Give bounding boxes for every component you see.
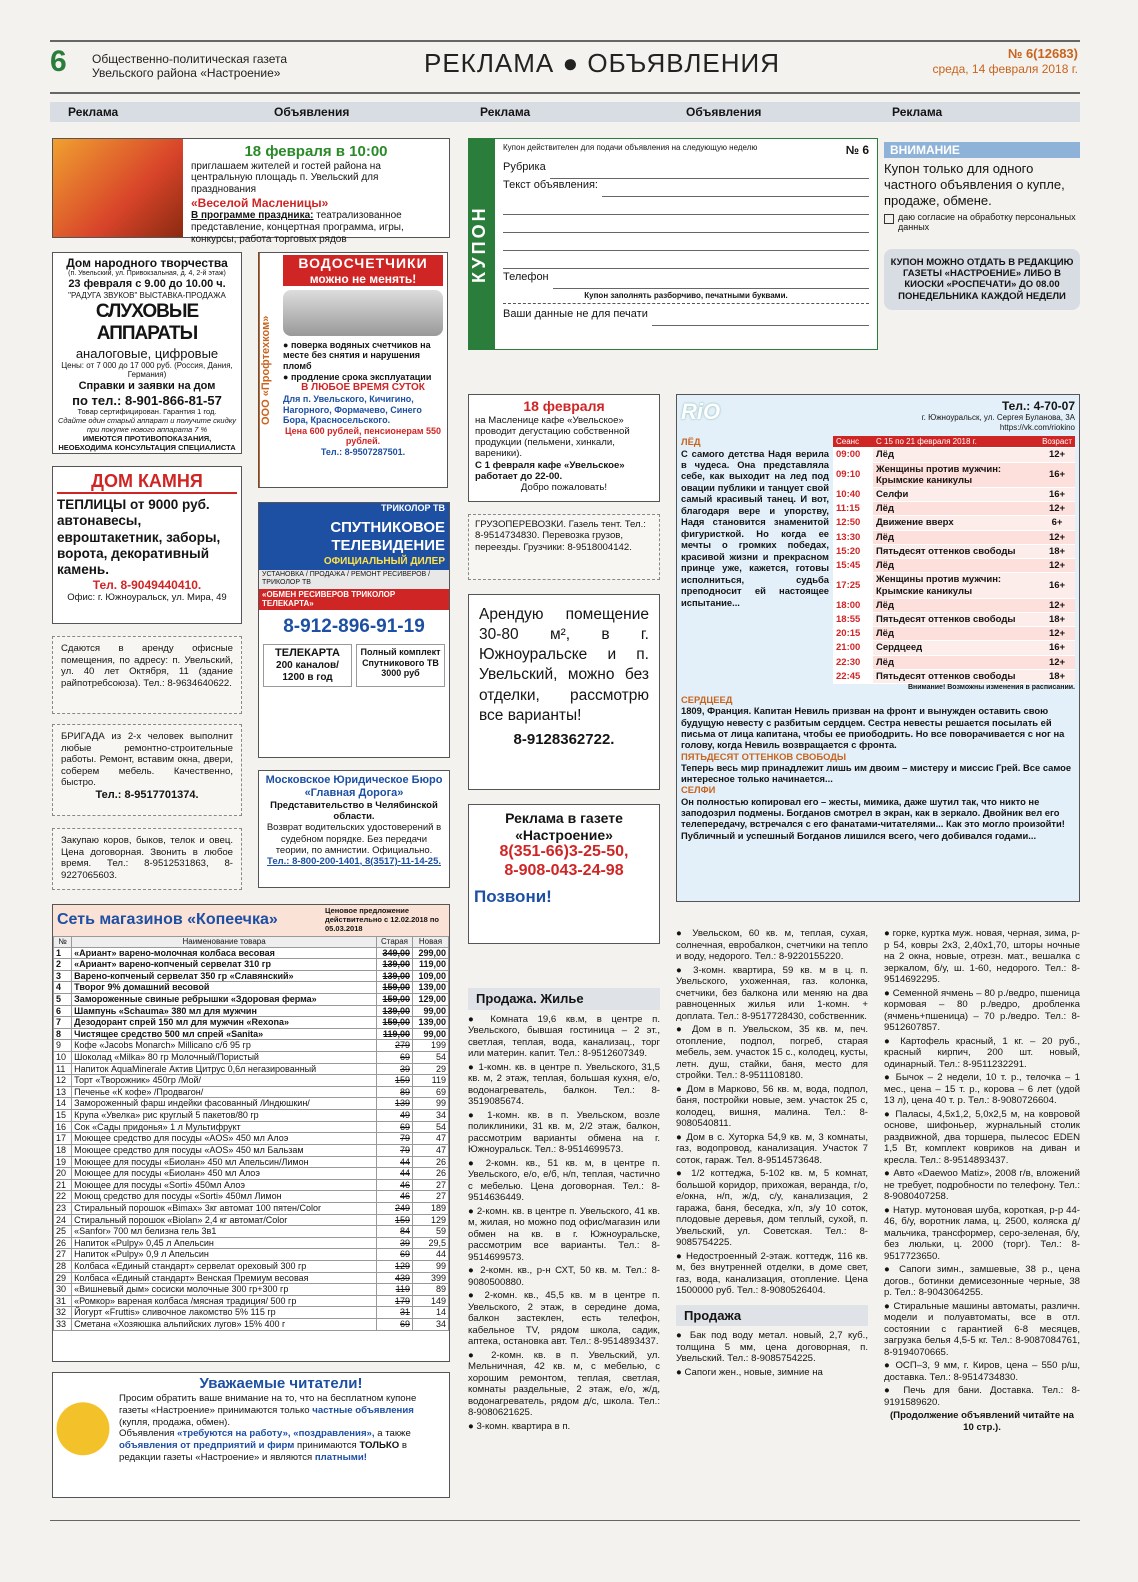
price-row (54, 1005, 449, 1017)
price-row (54, 1272, 449, 1284)
product-name: Моющее для посуды «Биолан» 450 мл Алоэ (72, 1168, 377, 1180)
row-number: 15 (54, 1110, 72, 1122)
row-number: 1 (54, 947, 72, 959)
classified-ad: ● Паласы, 4,5х1,2, 5,0х2,5 м, на ковровой основе, шифоньер, журнальный столик раздвижной, два торшера, пылесос EDEN 1,5 Вт, комплект ковриков на диван и кресла. Тел.: 8-9514893437. (884, 1108, 1080, 1166)
product-name: Стиральный порошок «Biolan» 2,4 кг автомат/Color (72, 1214, 377, 1226)
new-price: 34 (413, 1319, 449, 1331)
new-price: 189 (413, 1202, 449, 1214)
old-price: 69 (377, 1052, 413, 1064)
product-name: Колбаса «Единый стандарт» Венская Премиум весовая (72, 1272, 377, 1284)
price-row (54, 970, 449, 982)
row-number: 19 (54, 1156, 72, 1168)
new-price: 199 (413, 1040, 449, 1052)
price-row (54, 1028, 449, 1040)
row-number: 24 (54, 1214, 72, 1226)
schedule-row (833, 488, 1075, 502)
ad-text-line[interactable] (503, 233, 869, 251)
new-price: 14 (413, 1307, 449, 1319)
old-price: 39 (377, 1237, 413, 1249)
price-row (54, 1086, 449, 1098)
old-price: 129 (377, 1260, 413, 1272)
age-rating: 12+ (1039, 627, 1075, 641)
ad-text-line[interactable] (503, 215, 869, 233)
coupon-attention: ВНИМАНИЕ Купон только для одного частного объявления о купле, продаже, обмене. даю согласие на обработку персональных данных КУПОН МОЖНО ОТДАТЬ В РЕДАКЦИЮ ГАЗЕТЫ «НАСТРОЕНИЕ» ЛИБО В КИОСКИ «РОСПЕЧАТИ» ДО 08.00 ПОНЕДЕЛЬНИКА КАЖДОЙ НЕДЕЛИ (884, 142, 1080, 352)
new-price: 99 (413, 1260, 449, 1272)
classified-ad: ● Картофель красный, 1 кг. – 20 руб., красный кирпич, 200 шт. новый, одинарный. Тел.: 8-9511232291. (884, 1035, 1080, 1070)
age-rating: 12+ (1039, 502, 1075, 516)
price-row (54, 1110, 449, 1122)
new-price: 54 (413, 1121, 449, 1133)
classified-ad: ● Дом в с. Хуторка 54,9 кв. м, 3 комнаты, газ, водопровод, канализация. Участок 7 соток, гараж. Тел. 8-9514573648. (676, 1131, 868, 1166)
row-number: 33 (54, 1319, 72, 1331)
row-number: 9 (54, 1040, 72, 1052)
age-rating: 12+ (1039, 655, 1075, 669)
new-price: 129,00 (413, 993, 449, 1005)
new-price: 99 (413, 1098, 449, 1110)
product-name: Варено-копченый сервелат 350 гр «Славянский» (72, 970, 377, 982)
maslenitsa-ad: 18 февраля в 10:00 приглашаем жителей и гостей района на центральную площадь п. Увельский для празднования «Веселой Масленицы» В программе праздника: театрализованное представление, концертная программа, игры, конкурсы, работа торговых рядов (52, 138, 450, 238)
product-name: Колбаса «Единый стандарт» сервелат ореховый 300 гр (72, 1260, 377, 1272)
classifieds-col3: ● горке, куртка муж. новая, черная, зима, р-р 54, ковры 2х3, 2,40х1,70, шторы ночные на 2 окна, новые, отрезн. мат., вешалка с зеркалом, б/у, ш. 1-60, недорого. Тел.: 8-9514692295. ● Семенной ячмень – 80 р./ведро, пшеница кормовая – 80 р./ведро, дробленка (ячмень+пшеница) – 70 р./ведро. Тел.: 8-9512607857. ● Картофель красный, 1 кг. – 20 руб., красный кирпич, 200 шт. новый, одинарный. Тел.: 8-9511232291. ● Бычок – 2 недели, 10 т. р., телочка – 1 мес., цена – 15 т. р., корова – 6 лет (удой 13 л), цена 40 т. р. Тел.: 8-9080726604. ● Паласы, 4,5х1,2, 5,0х2,5 м, на ковровой основе, шифоньер, журнальный столик раздвижной, два торшера, пылесос EDEN 1,5 Вт, комплект ковриков на диван и кресла. Тел.: 8-9514893437. ● Авто «Daewoo Matiz», 2008 г/в, вложений не требует, подробности по телефону. Тел.: 8-9080407258. ● Натур. мутоновая шуба, короткая, р-р 44-46, б/у, воротник лама, ц. 2500, коляска д/мальчика, трансформер, серо-зеленая, б/у, без люльки, ц. 2000 (торг). Тел.: 8-9517723650. ● Сапоги зимн., замшевые, 38 р., цена догов., ботинки демисезонные черные, 38 р. Тел.: 8-9043064255. ● Стиральные машины автоматы, различн. модели и полуавтоматы, все в отл. состоянии с гарантией 6-8 месяцев, загрузка белья 4,5-5 кг. Тел.: 8-9087084761, 8-9194070665. ● ОСП–3, 9 мм, г. Киров, цена – 550 р/ш, доставка. Тел.: 8-9514734830. ● Печь для бани. Доставка. Тел.: 8-9191589620. (Продолжение объявлений читайте на 10 стр.). (884, 928, 1080, 1433)
water-meter-image (283, 290, 443, 336)
cargo-ad: ГРУЗОПЕРЕВОЗКИ. Газель тент. Тел.: 8-9514734830. Перевозка грузов, переезды. Грузчики: 8-9518004142. (468, 514, 660, 580)
price-row (54, 1098, 449, 1110)
ad-text-line[interactable] (503, 251, 869, 269)
classified-ad: ● 2-комн. кв., р-н СХТ, 50 кв. м. Тел.: 8-9080500880. (468, 1265, 660, 1288)
show-time: 12:50 (833, 516, 873, 530)
age-rating: 6+ (1039, 516, 1075, 530)
rio-cinema-ad: RiO Тел.: 4-70-07 г. Южноуральск, ул. Сергея Буланова, 3А https://vk.com/riokino ЛЁД С самого детства Надя верила в чудеса. Она представляла себе, как выходит на лед под овации публики и танцует свой самый красивый танец. И вот, благодаря вере и упорству, Надя становится знаменитой фигуристкой. Но когда ее мечты о громких победах, красивой жизни и прекрасном принце уже, кажется, готовы исполниться, судьба преподносит ей настоящее испытание... Сеанс С 15 по 21 февраля 2018 г. Возраст 09:00 Лёд 12+ 09:10 Женщины против мужчин: Крымские каникулы 16+ 10:40 Селфи 16+ 11:15 Лёд 12+ 12:50 Движение вверх 6+ 13:30 Лёд 12+ 15:20 Пятьдесят оттенков свободы 18+ 15:45 Лёд 12+ 17:25 Женщины против мужчин: Крымские каникулы 16+ 18:00 Лёд 12+ 18:55 Пятьдесят оттенков свободы 18+ 20:15 Лёд 12+ 21:00 Сердцеед 16+ 22:30 Лёд 12+ 22:45 Пятьдесят оттенков свободы 18+ Внимание! Возможны изменения в расписании. СЕРДЦЕЕД 1809, Франция. Капитан Невиль призван на фронт и вынужден оставить свою будущую невесту с разбитым сердцем. Сестра невесты решается посылать ей письма от лица капитана, чтобы ее приободрить. Но все поворачивается с ног на голову, когда Невиль возвращается с фронта. ПЯТЬДЕСЯТ ОТТЕНКОВ СВОБОДЫ Теперь весь мир принадлежит лишь им двоим – мистеру и миссис Грей. Все самое интересное только начинается... СЕЛФИ Он полностью копировал его – жесты, мимика, даже шутил так, что никто не заподозрил подмены. Богданов смотрел в экран, как в зеркало. Двойник вел его телепередачу, встречался с его фанатами-читателями... Как это могло произойти! Публичный и успешный Богданов лишился всего, чего добивался годами... (676, 394, 1080, 902)
classified-ad: ● Дом в п. Увельском, 35 кв. м, печ. отопление, подпол, погреб, старая мебель, зем. участок 15 с., колодец, кусты, летн. душ, стайки, баня, место для стройки. Тел.: 8-9511108180. (676, 1024, 869, 1081)
new-price: 29,5 (413, 1237, 449, 1249)
product-name: Напиток AquaMinerale Актив Цитрус 0,6л негазированный (72, 1063, 377, 1075)
new-price: 109,00 (413, 970, 449, 982)
product-name: Шоколад «Milka» 80 гр Молочный/Пористый (72, 1052, 377, 1064)
age-rating: 18+ (1039, 544, 1075, 558)
product-name: «Вишневый дым» сосиски молочные 300 гр+300 гр (72, 1284, 377, 1296)
show-time: 15:45 (833, 559, 873, 573)
product-name: Стиральный порошок «Bimax» 3кг автомат 100 пятен/Color (72, 1202, 377, 1214)
new-price: 26 (413, 1168, 449, 1180)
old-price: 139 (377, 1098, 413, 1110)
schedule-row (833, 462, 1075, 487)
ad-text-field[interactable] (602, 179, 869, 197)
rent-ad: Арендую помещение 30-80 м², в г. Южноуральске и п. Увельский, можно без отделки, рассмотрю все варианты! 8-9128362722. (468, 594, 660, 790)
schedule-row (833, 641, 1075, 655)
movie-title: Лёд (873, 627, 1039, 641)
age-rating: 16+ (1039, 488, 1075, 502)
price-row (54, 1319, 449, 1331)
movie-title: Пятьдесят оттенков свободы (873, 669, 1039, 683)
row-number: 18 (54, 1144, 72, 1156)
new-price: 139,00 (413, 982, 449, 994)
classified-ad: ● 3-комн. квартира в п. (468, 1420, 571, 1432)
product-name: Моющее для посуды «Sorti» 450мл Алоэ (72, 1179, 377, 1191)
section-title: РЕКЛАМА ● ОБЪЯВЛЕНИЯ (424, 48, 780, 78)
classified-ad: ● Бак под воду метал. новый, 2,7 куб., толщина 5 мм, цена договорная, п. Увельский. Тел.: 8-9085754225. (676, 1330, 868, 1365)
classified-ad: ● Сапоги жен., новые, зимние на (676, 1366, 823, 1378)
product-name: Напиток «Pulpy» 0,45 л Апельсин (72, 1237, 377, 1249)
new-price: 99,00 (413, 1005, 449, 1017)
age-rating: 18+ (1039, 669, 1075, 683)
price-row (54, 1226, 449, 1238)
old-price: 69 (377, 1319, 413, 1331)
price-row (54, 1040, 449, 1052)
new-price: 69 (413, 1086, 449, 1098)
product-name: Шампунь «Schauma» 380 мл для мужчин (72, 1005, 377, 1017)
new-price: 139,00 (413, 1017, 449, 1029)
issue-info: № 6(12683) среда, 14 февраля 2018 г. (932, 46, 1078, 77)
movie-title: Лёд (873, 502, 1039, 516)
movie-title: Лёд (873, 655, 1039, 669)
water-meter-ad: ООО «Профтехком» ВОДОСЧЕТЧИКИ можно не менять! ● поверка водяных счетчиков на месте без снятия и нарушения пломб ● продление срока эксплуатации В ЛЮБОЕ ВРЕМЯ СУТОК Для п. Увельского, Кичигино, Нагорного, Формачево, Синего Бора, Красносельского. Цена 600 рублей, пенсионерам 550 рублей. Тел.: 8-9507287501. (258, 252, 448, 488)
price-row (54, 993, 449, 1005)
row-number: 30 (54, 1284, 72, 1296)
schedule-row (833, 598, 1075, 612)
show-time: 17:25 (833, 573, 873, 598)
schedule-row (833, 669, 1075, 683)
product-name: «Ариант» варено-копченый сервелат 310 гр (72, 959, 377, 971)
schedule-row (833, 559, 1075, 573)
product-name: «Sanfor» 700 мл белизна гель 3в1 (72, 1226, 377, 1238)
new-price: 26 (413, 1156, 449, 1168)
schedule-table: Сеанс С 15 по 21 февраля 2018 г. Возраст 09:00 Лёд 12+ 09:10 Женщины против мужчин: Крымские каникулы 16+ 10:40 Селфи 16+ 11:15 Лёд 12+ 12:50 Движение вверх 6+ 13:30 Лёд 12+ 15:20 Пятьдесят оттенков свободы 18+ 15:45 Лёд 12+ 17:25 Женщины против мужчин: Крымские каникулы 16+ 18:00 Лёд 12+ 18:55 Пятьдесят оттенков свободы 18+ 20:15 Лёд 12+ 21:00 Сердцеед 16+ 22:30 Лёд 12+ 22:45 Пятьдесят оттенков свободы 18+ (833, 436, 1075, 684)
classified-ad: ● горке, куртка муж. новая, черная, зима, р-р 54, ковры 2х3, 2,40х1,70, шторы ночные на 2 окна, новые, отрезн. мат., вешалка с зеркалом, б/у, ш. 1-60, недорого. Тел.: 8-9514692295. (884, 928, 1080, 985)
old-price: 84 (377, 1226, 413, 1238)
bottom-rule (50, 1520, 1080, 1521)
classified-ad: ● ОСП–3, 9 мм, г. Киров, цена – 550 р/ш, доставка. Тел.: 8-9514734830. (884, 1360, 1080, 1383)
row-number: 17 (54, 1133, 72, 1145)
movie-title: Селфи (873, 488, 1039, 502)
new-price: 27 (413, 1179, 449, 1191)
new-price: 89 (413, 1284, 449, 1296)
new-price: 129 (413, 1214, 449, 1226)
paper-name: Общественно-политическая газета Увельского района «Настроение» (92, 52, 288, 81)
movie-title: Лёд (873, 559, 1039, 573)
old-price: 179 (377, 1295, 413, 1307)
classified-ad: ● 2-комн. кв., 51 кв. м, в центре п. Увельского, е/о, е/б, н/п, теплая, частично с мебелью. Цена договорная. Тел.: 8-9514636449. (468, 1157, 660, 1204)
new-price: 54 (413, 1052, 449, 1064)
age-rating: 16+ (1039, 641, 1075, 655)
price-row (54, 1075, 449, 1087)
row-number: 22 (54, 1191, 72, 1203)
classified-ad: ● 1/2 коттеджа, 5-102 кв. м, 5 комнат, большой коридор, прихожая, веранда, г/о, е/окна, н/п, ж/д, с/у, канализация, 2 гаража, баня, беседка, х/п, з/у 10 соток, плодовые деревья, дом теплый, сухой, п. Увельский, ул. Советская. Тел.: 8-9085754225. (676, 1168, 868, 1248)
old-price: 159 (377, 1214, 413, 1226)
price-row (54, 1063, 449, 1075)
price-row (54, 1237, 449, 1249)
movie-title: Лёд (873, 598, 1039, 612)
old-price: 119 (377, 1284, 413, 1296)
classified-ad: ● Стиральные машины автоматы, различн. модели и полуавтоматы, все в отл. состоянии с гарантией 6-8 месяцев, загрузка белья 4,5-5 кг. Тел.: 8-9087084761, 8-9194070665. (884, 1300, 1080, 1358)
old-price: 69 (377, 1121, 413, 1133)
product-name: Дезодорант спрей 150 мл для мужчин «Rexona» (72, 1017, 377, 1029)
row-number: 3 (54, 970, 72, 982)
price-row (54, 1156, 449, 1168)
classified-ad: ● Печь для бани. Доставка. Тел.: 8-9191589620. (884, 1385, 1080, 1408)
price-row (54, 1260, 449, 1272)
movie-title: Пятьдесят оттенков свободы (873, 612, 1039, 626)
old-price: 44 (377, 1156, 413, 1168)
classified-ad: ● Семенной ячмень – 80 р./ведро, пшеница кормовая – 80 р./ведро, дробленка (ячмень+пшеница) – 70 р./ведро. Тел.: 8-9512607857. (884, 987, 1080, 1033)
show-time: 15:20 (833, 544, 873, 558)
old-price: 46 (377, 1179, 413, 1191)
new-price: 119 (413, 1075, 449, 1087)
movie-title: Лёд (873, 448, 1039, 462)
new-price: 47 (413, 1144, 449, 1156)
price-row (54, 1249, 449, 1261)
old-price: 69 (377, 1249, 413, 1261)
price-row (54, 947, 449, 959)
classified-ad: ● Недостроенный 2-этаж. коттедж, 116 кв. м, без внутренней отделки, в доме свет, газ, вода, канализация, отопление. Цена 1500000 руб. Тел.: 8-9080526404. (676, 1250, 868, 1296)
new-price: 47 (413, 1133, 449, 1145)
old-price: 119,00 (377, 1028, 413, 1040)
price-row (54, 1144, 449, 1156)
old-price: 31 (377, 1307, 413, 1319)
row-number: 20 (54, 1168, 72, 1180)
row-number: 4 (54, 982, 72, 994)
new-price: 44 (413, 1249, 449, 1261)
show-time: 22:45 (833, 669, 873, 683)
classified-ad: ● 2-комн. кв. в центре п. Увельского, 41 кв. м, жилая, но можно под офис/магазин или обмен на кв. в г. Южноуральске, рассмотрим все варианты. Тел.: 8-9514699573. (468, 1205, 660, 1263)
newspaper-ad: Реклама в газете «Настроение» 8(351-66)3-25-50, 8-908-043-24-98 Позвони! (468, 804, 660, 944)
old-price: 439 (377, 1272, 413, 1284)
new-price: 99,00 (413, 1028, 449, 1040)
schedule-row (833, 516, 1075, 530)
classified-ad: ● Увельском, 60 кв. м, теплая, сухая, солнечная, евробалкон, счетчики на тепло и воду, недорого. Тел.: 8-9220155220. (676, 928, 868, 962)
new-price: 399 (413, 1272, 449, 1284)
schedule-row (833, 627, 1075, 641)
price-row (54, 1214, 449, 1226)
price-row (54, 1017, 449, 1029)
classified-ad: ● Авто «Daewoo Matiz», 2008 г/в, вложений не требует, подробности по телефону. Тел.: 8-9080407258. (884, 1168, 1080, 1202)
old-price: 46 (377, 1191, 413, 1203)
cafe-ad: 18 февраля на Масленице кафе «Увельское» проводит дегустацию собственной продукции (пельмени, хинкали, вареники). С 1 февраля кафе «Увельское» работает до 22-00. Добро пожаловать! (468, 394, 660, 502)
show-time: 13:30 (833, 530, 873, 544)
price-row (54, 1284, 449, 1296)
row-number: 5 (54, 993, 72, 1005)
old-price: 89 (377, 1086, 413, 1098)
age-rating: 16+ (1039, 573, 1075, 598)
old-price: 139,00 (377, 959, 413, 971)
show-time: 18:55 (833, 612, 873, 626)
schedule-row (833, 573, 1075, 598)
new-price: 59 (413, 1226, 449, 1238)
schedule-row (833, 502, 1075, 516)
consent-checkbox[interactable] (884, 214, 894, 224)
row-number: 26 (54, 1237, 72, 1249)
row-number: 16 (54, 1121, 72, 1133)
product-name: «Ариант» варено-молочная колбаса весовая (72, 947, 377, 959)
row-number: 27 (54, 1249, 72, 1261)
classified-ad: ● Бычок – 2 недели, 10 т. р., телочка – 1 мес., цена – 15 т. р., корова – 6 лет (удой 13 л), цена 40 т. р. Тел.: 8-9080726604. (884, 1072, 1080, 1106)
schedule-row (833, 530, 1075, 544)
price-row (54, 1179, 449, 1191)
section-heading-housing: Продажа. Жилье (468, 988, 660, 1010)
product-name: Кофе «Jacobs Monarch» Millicano с/б 95 гр (72, 1040, 377, 1052)
new-price: 119,00 (413, 959, 449, 971)
show-time: 20:15 (833, 627, 873, 641)
row-number: 8 (54, 1028, 72, 1040)
maslenitsa-image (53, 139, 183, 237)
row-number: 6 (54, 1005, 72, 1017)
price-table: № Наименование товара Старая Новая 1 «Ариант» варено-молочная колбаса весовая 349,00 299,00 2 «Ариант» варено-копченый сервелат 310 гр 139,00 119,00 3 Варено-копченый сервелат 350 гр «Славянский» 139,00 109,00 4 Творог 9% домашний весовой 159,00 139,00 5 Замороженные свиные ребрышки «Здоровая ферма» 159,00 129,00 6 Шампунь «Schauma» 380 мл для мужчин 139,00 99,00 7 Дезодорант спрей 150 мл для мужчин «Rexona» 159,00 139,00 8 Чистящее средство 500 мл спрей «Sanita» 119,00 99,00 9 Кофе «Jacobs Monarch» Millicano с/б 95 гр 279 199 10 Шоколад «Milka» 80 гр Молочный/Пористый 69 54 11 Напиток AquaMinerale Актив Цитрус 0,6л негазированный 39 29 12 Торт «Творожник» 450гр /Мой/ 159 119 13 Печенье «К кофе» /Продвагон/ 89 69 14 Замороженный фарш индейки фасованный /Индюшкин/ 139 99 15 Крупа «Увелка» рис круглый 5 пакетов/80 гр 49 34 16 Сок «Сады придонья» 1 л Мультифрукт 69 54 17 Моющее средство для посуды «AOS» 450 мл Алоэ 79 47 18 Моющее средство для посуды «AOS» 450 мл Бальзам 79 47 19 Моющее для посуды «Биолан» 450 мл Апельсин/Лимон 44 26 20 Моющее для посуды «Биолан» 450 мл Алоэ 44 26 21 Моющее для посуды «Sorti» 450мл Алоэ 46 27 22 Моющ средство для посуды «Sorti» 450мл Лимон 46 27 23 Стиральный порошок «Bimax» 3кг автомат 100 пятен/Color 249 189 24 Стиральный порошок «Biolan» 2,4 кг автомат/Color 159 129 25 «Sanfor» 700 мл белизна гель 3в1 84 59 26 Напиток «Pulpy» 0,45 л Апельсин 39 29,5 27 Напиток «Pulpy» 0,9 л Апельсин 69 44 28 Колбаса «Единый стандарт» сервелат ореховый 300 гр 129 99 29 Колбаса «Единый стандарт» Венская Премиум весовая 439 399 30 «Вишневый дым» сосиски молочные 300 гр+300 гр 119 89 31 «Ромкор» вареная колбаса /мясная традиция/ 500 гр 179 149 32 Йогурт «Fruttis» сливочное лакомство 5% 115 гр 31 14 33 Сметана «Хозяюшка альпийских лугов» 15% 400 г 69 34 (53, 936, 449, 1331)
product-name: Замороженный фарш индейки фасованный /Индюшкин/ (72, 1098, 377, 1110)
stone-house-ad: ДОМ КАМНЯ ТЕПЛИЦЫ от 9000 руб. автонавесы, евроштакетник, заборы, ворота, декоративный камень. Тел. 8-9049440410. Офис: г. Южноуральск, ул. Мира, 49 (52, 466, 242, 624)
classifieds-col1 (468, 984, 660, 1514)
rubric-field[interactable] (550, 161, 869, 179)
new-price: 149 (413, 1295, 449, 1307)
row-number: 31 (54, 1295, 72, 1307)
row-number: 32 (54, 1307, 72, 1319)
cattle-ad: Закупаю коров, быков, телок и овец. Цена договорная. Звонить в любое время. Тел.: 8-9512531863, 8-9227065603. (52, 828, 242, 890)
row-number: 7 (54, 1017, 72, 1029)
old-price: 279 (377, 1040, 413, 1052)
page-number: 6 (50, 45, 67, 78)
old-price: 39 (377, 1063, 413, 1075)
product-name: Крупа «Увелка» рис круглый 5 пакетов/80 гр (72, 1110, 377, 1122)
row-number: 11 (54, 1063, 72, 1075)
product-name: Моющее средство для посуды «AOS» 450 мл Бальзам (72, 1144, 377, 1156)
section-band: Реклама Объявления Реклама Объявления Реклама (50, 102, 1080, 122)
coupon-form: КУПОН Купон действителен для подачи объявления на следующую неделю № 6 Рубрика Текст объявления: Телефон Купон заполнять разборчиво, печатными буквами. Ваши данные не для печати (468, 138, 878, 350)
old-price: 44 (377, 1168, 413, 1180)
price-row (54, 1295, 449, 1307)
phone-field[interactable] (553, 271, 869, 289)
schedule-row (833, 544, 1075, 558)
product-name: Моющее средство для посуды «AOS» 450 мл Алоэ (72, 1133, 377, 1145)
row-number: 25 (54, 1226, 72, 1238)
age-rating: 12+ (1039, 598, 1075, 612)
age-rating: 12+ (1039, 448, 1075, 462)
hearing-aid-ad: Дом народного творчества (п. Увельский, ул. Привокзальная, д. 4, 2-й этаж) 23 февраля с 9.00 до 10.00 ч. "РАДУГА ЗВУКОВ" ВЫСТАВКА-ПРОДАЖА СЛУХОВЫЕ АППАРАТЫ аналоговые, цифровые Цены: от 7 000 до 17 000 руб. (Россия, Дания, Германия) Справки и заявки на дом по тел.: 8-901-866-81-57 Товар сертифицирован. Гарантия 1 год. Сдайте один старый аппарат и получите скидку при покупке нового аппарата 7 % ИМЕЮТСЯ ПРОТИВОПОКАЗАНИЯ, НЕОБХОДИМА КОНСУЛЬТАЦИЯ СПЕЦИАЛИСТА (52, 252, 242, 454)
show-time: 11:15 (833, 502, 873, 516)
classified-ad: ● 2-комн. кв., 45,5 кв. м в центре п. Увельского, 2 этаж, в середине дома, балкон застеклен, есть телефон, кабельное TV, рядом школа, садик, аптека, остановка авт. Тел.: 8-9514893437. (468, 1290, 660, 1348)
product-name: Моющее для посуды «Биолан» 450 мл Апельсин/Лимон (72, 1156, 377, 1168)
row-number: 12 (54, 1075, 72, 1087)
product-name: Замороженные свиные ребрышки «Здоровая ферма» (72, 993, 377, 1005)
old-price: 159,00 (377, 993, 413, 1005)
kopeechka-price-list: Сеть магазинов «Копеечка» Ценовое предложение действительно с 12.02.2018 по 05.03.2018 № Наименование товара Старая Новая 1 «Ариант» варено-молочная колбаса весовая 349,00 299,00 2 «Ариант» варено-копченый сервелат 310 гр 139,00 119,00 3 Варено-копченый сервелат 350 гр «Славянский» 139,00 109,00 4 Творог 9% домашний весовой 159,00 139,00 5 Замороженные свиные ребрышки «Здоровая ферма» 159,00 129,00 6 Шампунь «Schauma» 380 мл для мужчин 139,00 99,00 7 Дезодорант спрей 150 мл для мужчин «Rexona» 159,00 139,00 8 Чистящее средство 500 мл спрей «Sanita» 119,00 99,00 9 Кофе «Jacobs Monarch» Millicano с/б 95 гр 279 199 10 Шоколад «Milka» 80 гр Молочный/Пористый 69 54 11 Напиток AquaMinerale Актив Цитрус 0,6л негазированный 39 29 12 Торт «Творожник» 450гр /Мой/ 159 119 13 Печенье «К кофе» /Продвагон/ 89 69 14 Замороженный фарш индейки фасованный /Индюшкин/ 139 99 15 Крупа «Увелка» рис круглый 5 пакетов/80 гр 49 34 16 Сок «Сады придонья» 1 л Мультифрукт 69 54 17 Моющее средство для посуды «AOS» 450 мл Алоэ 79 47 18 Моющее средство для посуды «AOS» 450 мл Бальзам 79 47 19 Моющее для посуды «Биолан» 450 мл Апельсин/Лимон 44 26 20 Моющее для посуды «Биолан» 450 мл Алоэ 44 26 21 Моющее для посуды «Sorti» 450мл Алоэ 46 27 22 Моющ средство для посуды «Sorti» 450мл Лимон 46 27 23 Стиральный порошок «Bimax» 3кг автомат 100 пятен/Color 249 189 24 Стиральный порошок «Biolan» 2,4 кг автомат/Color 159 129 25 «Sanfor» 700 мл белизна гель 3в1 84 59 26 Напиток «Pulpy» 0,45 л Апельсин 39 29,5 27 Напиток «Pulpy» 0,9 л Апельсин 69 44 28 Колбаса «Единый стандарт» сервелат ореховый 300 гр 129 99 29 Колбаса «Единый стандарт» Венская Премиум весовая 439 399 30 «Вишневый дым» сосиски молочные 300 гр+300 гр 119 89 31 «Ромкор» вареная колбаса /мясная традиция/ 500 гр 179 149 32 Йогурт «Fruttis» сливочное лакомство 5% 115 гр 31 14 33 Сметана «Хозяюшка альпийских лугов» 15% 400 г 69 34 (52, 904, 450, 1362)
row-number: 21 (54, 1179, 72, 1191)
price-row (54, 959, 449, 971)
top-rule (50, 40, 1080, 42)
classified-ad: ● Комната 19,6 кв.м, в центре п. Увельского, бывшая гостиница – 2 эт., светлая, теплая, вода, канализац., торг или материн. капит. Тел.: 8-9512607349. (468, 1013, 660, 1060)
show-time: 22:30 (833, 655, 873, 669)
movie-title: Женщины против мужчин: Крымские каникулы (873, 462, 1039, 487)
show-time: 21:00 (833, 641, 873, 655)
classified-ad: ● 2-комн. кв. в п. Увельский, ул. Мельничная, 42 кв. м, с мебелью, с хорошим ремонтом, теплая, светлая, комнаты раздельные, 2 этаж, е/о, ж/д, водонагреватель, рядом д/с, школа. Тел.: 8-9080621625. (468, 1349, 660, 1419)
schedule-row (833, 655, 1075, 669)
classified-ad: ● Дом в Марково, 56 кв. м, вода, подпол, баня, постройки новые, зем. участок 25 с, колодец, вишня, малина. Тел.: 8-9080540811. (676, 1083, 868, 1129)
row-number: 14 (54, 1098, 72, 1110)
classified-ad: ● 1-комн. кв. в центре п. Увельского, 31,5 кв. м, 2 этаж, теплая, большая кухня, е/о, водонагреватель, балкон. Тел.: 8-3519085674. (468, 1061, 660, 1108)
old-price: 139,00 (377, 1005, 413, 1017)
product-name: «Ромкор» вареная колбаса /мясная традиция/ 500 гр (72, 1295, 377, 1307)
new-price: 299,00 (413, 947, 449, 959)
product-name: Чистящее средство 500 мл спрей «Sanita» (72, 1028, 377, 1040)
old-price: 139,00 (377, 970, 413, 982)
price-row (54, 1191, 449, 1203)
private-data-field[interactable] (652, 308, 869, 326)
movie-title: Женщины против мужчин: Крымские каникулы (873, 573, 1039, 598)
movie-title: Сердцеед (873, 641, 1039, 655)
movie-title: Пятьдесят оттенков свободы (873, 544, 1039, 558)
section-heading-sale: Продажа (676, 1305, 868, 1327)
classifieds-col2 (676, 928, 868, 1514)
product-name: Сок «Сады придонья» 1 л Мультифрукт (72, 1121, 377, 1133)
office-rent-ad: Сдаются в аренду офисные помещения, по адресу: п. Увельский, ул. 40 лет Октября, 11 (здание райпотребсоюза). Тел.: 8-9634640622. (52, 636, 242, 714)
brigade-ad: БРИГАДА из 2-х человек выполнит любые ремонтно-строительные работы. Ремонт, вставим окна, двери, соберем мебель. Качественно, быстро. Тел.: 8-9517701374. (52, 724, 242, 816)
row-number: 29 (54, 1272, 72, 1284)
row-number: 28 (54, 1260, 72, 1272)
old-price: 249 (377, 1202, 413, 1214)
age-rating: 16+ (1039, 462, 1075, 487)
row-number: 10 (54, 1052, 72, 1064)
price-row (54, 1052, 449, 1064)
product-name: Йогурт «Fruttis» сливочное лакомство 5% 115 гр (72, 1307, 377, 1319)
price-row (54, 982, 449, 994)
age-rating: 18+ (1039, 612, 1075, 626)
old-price: 159,00 (377, 1017, 413, 1029)
classified-ad: ● 3-комн. квартира, 59 кв. м в ц. п. Увельского, ухоженная, газ. колонка, счетчики, без балкона или меняю на два равноценных жилья или 1-комн. + доплата. Тел.: 8-9517728430, собственник. (676, 964, 868, 1022)
old-price: 349,00 (377, 947, 413, 959)
movie-title: Лёд (873, 530, 1039, 544)
show-time: 18:00 (833, 598, 873, 612)
age-rating: 12+ (1039, 530, 1075, 544)
ad-text-line[interactable] (503, 197, 869, 215)
movie-title: Движение вверх (873, 516, 1039, 530)
price-row (54, 1202, 449, 1214)
price-row (54, 1133, 449, 1145)
classified-ad: ● Натур. мутоновая шуба, короткая, р-р 44-46, б/у, воротник лама, ц. 2500, коляска д/мальчика, трансформер, серо-зеленая, б/у, без люльки, ц. 2000 (торг). Тел.: 8-9517723650. (884, 1204, 1080, 1262)
old-price: 79 (377, 1144, 413, 1156)
schedule-row (833, 448, 1075, 462)
old-price: 49 (377, 1110, 413, 1122)
new-price: 34 (413, 1110, 449, 1122)
old-price: 159,00 (377, 982, 413, 994)
product-name: Сметана «Хозяюшка альпийских лугов» 15% 400 г (72, 1319, 377, 1331)
row-number: 23 (54, 1202, 72, 1214)
schedule-row (833, 612, 1075, 626)
row-number: 2 (54, 959, 72, 971)
row-number: 13 (54, 1086, 72, 1098)
tricolor-ad: ТРИКОЛОР ТВ СПУТНИКОВОЕ ТЕЛЕВИДЕНИЕ ОФИЦИАЛЬНЫЙ ДИЛЕР УСТАНОВКА / ПРОДАЖА / РЕМОНТ РЕСИВЕРОВ / ТРИКОЛОР ТВ «ОБМЕН РЕСИВЕРОВ ТРИКОЛОР ТЕЛЕКАРТА» 8-912-896-91-19 ТЕЛЕКАРТА 200 каналов/ 1200 в год Полный комплект Спутникового ТВ 3000 руб (258, 502, 450, 758)
old-price: 79 (377, 1133, 413, 1145)
age-rating: 12+ (1039, 559, 1075, 573)
classified-ad: ● 1-комн. кв. в п. Увельском, возле поликлиники, 31 кв. м, 2/2 этаж, балкон, рассмотрим варианты обмена на г. Южноуральск. Тел.: 8-9514699573. (468, 1109, 660, 1156)
new-price: 27 (413, 1191, 449, 1203)
show-time: 09:10 (833, 462, 873, 487)
header-rule (50, 92, 1080, 94)
product-name: Торт «Творожник» 450гр /Мой/ (72, 1075, 377, 1087)
legal-bureau-ad: Московское Юридическое Бюро «Главная Дорога» Представительство в Челябинской области. Возврат водительских удостоверений в судебном порядке. Без передачи теории, по амнистии. Официально. Тел.: 8-800-200-1401, 8(3517)-11-14-25. (258, 770, 450, 888)
product-name: Печенье «К кофе» /Продвагон/ (72, 1086, 377, 1098)
product-name: Творог 9% домашний весовой (72, 982, 377, 994)
product-name: Моющ средство для посуды «Sorti» 450мл Лимон (72, 1191, 377, 1203)
show-time: 09:00 (833, 448, 873, 462)
new-price: 29 (413, 1063, 449, 1075)
mascot-image (53, 1373, 113, 1497)
readers-notice: Уважаемые читатели! Просим обратить ваше внимание на то, что на бесплатном купоне газеты «Настроение» принимаются только частные объявления (купля, продажа, обмен). Объявления «требуются на работу», «поздравления», а также объявления от предприятий и фирм принимаются ТОЛЬКО в редакции газеты «Настроение» и являются платными! (52, 1372, 450, 1498)
classified-ad: ● Сапоги зимн., замшевые, 38 р., цена догов., ботинки демисезонные черные, 38 р. Тел.: 8-9043064255. (884, 1264, 1080, 1298)
price-row (54, 1121, 449, 1133)
old-price: 159 (377, 1075, 413, 1087)
price-row (54, 1168, 449, 1180)
show-time: 10:40 (833, 488, 873, 502)
price-row (54, 1307, 449, 1319)
product-name: Напиток «Pulpy» 0,9 л Апельсин (72, 1249, 377, 1261)
